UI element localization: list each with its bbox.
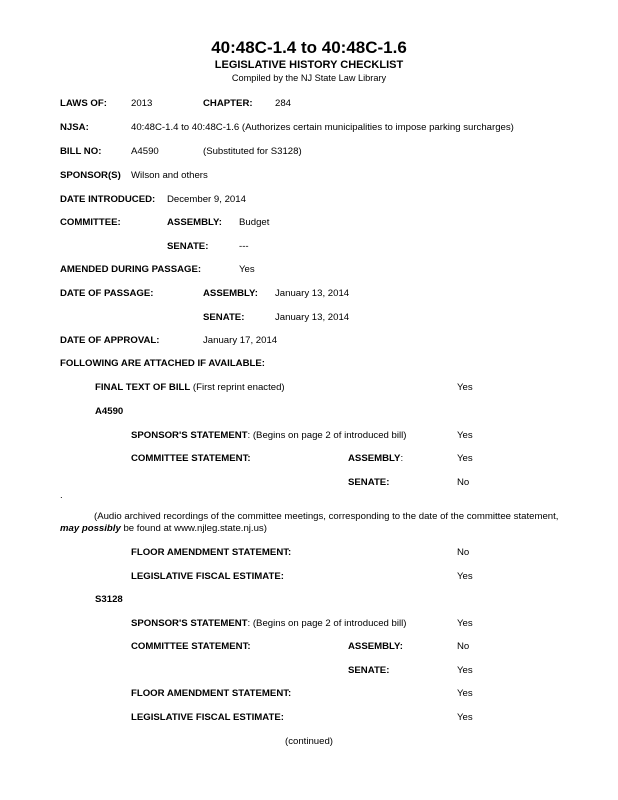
- date-introduced-value: December 9, 2014: [167, 194, 246, 205]
- passage-assembly-value: January 13, 2014: [275, 288, 350, 299]
- s3128-fiscal-estimate-value: Yes: [457, 712, 473, 723]
- date-of-passage-label: DATE OF PASSAGE:: [60, 288, 154, 299]
- a4590-floor-amendment-label: FLOOR AMENDMENT STATEMENT:: [131, 547, 292, 558]
- a4590-fiscal-estimate-value: Yes: [457, 571, 473, 582]
- continued-footer: (continued): [285, 736, 333, 747]
- a4590-floor-amendment-value: No: [457, 547, 470, 558]
- bill-no-value: A4590: [131, 146, 159, 157]
- attached-heading: FOLLOWING ARE ATTACHED IF AVAILABLE:: [60, 358, 265, 369]
- bill-no-note: (Substituted for S3128): [203, 146, 302, 157]
- a4590-fiscal-estimate-label: LEGISLATIVE FISCAL ESTIMATE:: [131, 571, 284, 582]
- date-introduced-label: DATE INTRODUCED:: [60, 194, 156, 205]
- final-text-row: [95, 382, 285, 393]
- final-text-value: Yes: [457, 382, 473, 393]
- passage-senate-label: SENATE:: [203, 312, 245, 323]
- a4590-sponsor-statement-value: Yes: [457, 430, 473, 441]
- committee-assembly-value: Budget: [239, 217, 270, 228]
- passage-senate-value: January 13, 2014: [275, 312, 350, 323]
- document-subtitle: LEGISLATIVE HISTORY CHECKLIST: [214, 59, 404, 71]
- s3128-committee-senate-value: Yes: [457, 665, 473, 676]
- passage-assembly-label: ASSEMBLY:: [203, 288, 258, 299]
- s3128-committee-assembly-value: No: [457, 641, 470, 652]
- date-of-approval-label: DATE OF APPROVAL:: [60, 335, 160, 346]
- s3128-floor-amendment-value: Yes: [457, 688, 473, 699]
- final-text-note: (First reprint enacted): [192, 382, 285, 393]
- njsa-value: 40:48C-1.4 to 40:48C-1.6 (Authorizes certain municipalities to impose parking surcharges): [131, 122, 514, 133]
- chapter-label: CHAPTER:: [203, 98, 253, 109]
- committee-assembly-label: ASSEMBLY:: [167, 217, 222, 228]
- sponsors-value: Wilson and others: [131, 170, 208, 181]
- a4590-committee-assembly-value: Yes: [457, 453, 473, 464]
- committee-label: COMMITTEE:: [60, 217, 121, 228]
- s3128-fiscal-estimate-label: LEGISLATIVE FISCAL ESTIMATE:: [131, 712, 284, 723]
- date-of-approval-value: January 17, 2014: [203, 335, 278, 346]
- a4590-committee-senate-value: No: [457, 477, 470, 488]
- s3128-floor-amendment-label: FLOOR AMENDMENT STATEMENT:: [131, 688, 292, 699]
- chapter-value: 284: [275, 98, 292, 109]
- a4590-sponsor-statement: SPONSOR'S STATEMENT: (Begins on page 2 of introduced bill): [131, 430, 407, 441]
- a4590-committee-statement-label: COMMITTEE STATEMENT:: [131, 453, 251, 464]
- s3128-committee-senate-label: SENATE:: [348, 665, 390, 676]
- njsa-label: NJSA:: [60, 122, 89, 133]
- sponsors-label: SPONSOR(S): [60, 170, 121, 181]
- s3128-heading: S3128: [95, 594, 123, 605]
- laws-of-label: LAWS OF:: [60, 98, 107, 109]
- s3128-committee-assembly-label: ASSEMBLY:: [348, 641, 403, 652]
- final-text-label: FINAL TEXT OF BILL: [95, 382, 191, 393]
- compiled-by: Compiled by the NJ State Law Library: [231, 73, 387, 83]
- committee-senate-value: ---: [239, 241, 249, 252]
- s3128-committee-statement-label: COMMITTEE STATEMENT:: [131, 641, 251, 652]
- amended-value: Yes: [239, 264, 255, 275]
- a4590-heading: A4590: [95, 406, 124, 417]
- bill-no-label: BILL NO:: [60, 146, 102, 157]
- laws-of-value: 2013: [131, 98, 153, 109]
- s3128-sponsor-statement: SPONSOR'S STATEMENT: (Begins on page 2 of introduced bill): [131, 618, 407, 629]
- a4590-committee-senate-label: SENATE:: [348, 477, 390, 488]
- stray-dot: .: [60, 490, 63, 501]
- s3128-sponsor-statement-value: Yes: [457, 618, 473, 629]
- committee-senate-label: SENATE:: [167, 241, 209, 252]
- audio-note: (Audio archived recordings of the committee meetings, corresponding to the date of the committee statement, may possibly be found at www.njleg.state.nj.us): [60, 511, 559, 534]
- document-title: 40:48C-1.4 to 40:48C-1.6: [211, 38, 407, 57]
- audio-note-emphasis: may possibly: [60, 522, 121, 534]
- amended-label: AMENDED DURING PASSAGE:: [60, 264, 202, 275]
- a4590-committee-assembly-label: ASSEMBLY:: [348, 453, 404, 464]
